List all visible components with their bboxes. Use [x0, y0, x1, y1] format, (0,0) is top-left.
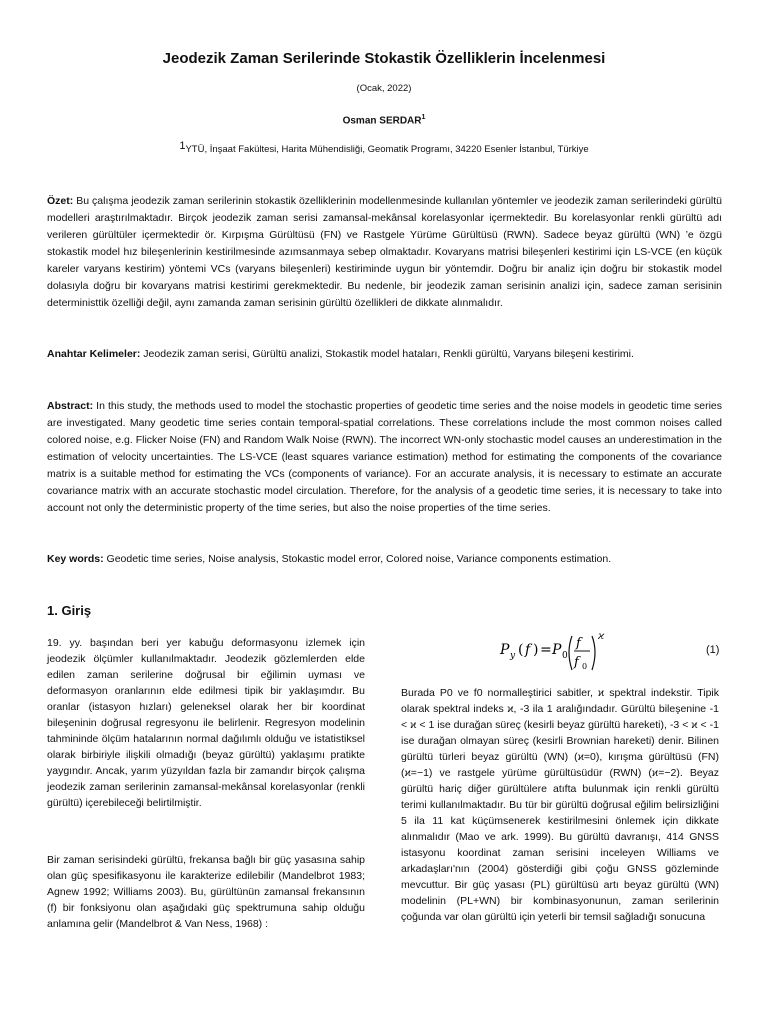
intro-paragraph-2: Bir zaman serisindeki gürültü, frekansa bağlı bir güç yasasına sahip olan güç spesifikasyonu ile karakterize edilebilir (Mandelbrot 1983; Agnew 1992; Williams 2003). Bu, gürültünün zamansal frekansının (f) bir fonksiyonu olan aşağıdaki güç spektrumuna sahip olduğu anlamına gelir (Mandelbrot & Van Ness, 1968) : [47, 854, 365, 930]
affiliation [0, 140, 768, 155]
eq-equals: = [540, 642, 552, 658]
eq-exponent: ϰ [598, 631, 605, 642]
abstract-text: In this study, the methods used to model the stochastic properties of geodetic time series and the noise models in geodetic time series are investigated. Many geodetic time series contain temporal-spatial correlations. These correlations include the most common noises called colored noise, e.g. Flicker Noise (FN) and Random Walk Noise (RWN). The incorrect WN-only stochastic model causes an underestimation in the estimation of velocity uncertainties. The LS-VCE (least squares variance estimation) method for estimating the components of the covariance matrix is a suitable method for estimating the VCs (components of variance). For an accurate analysis, it is necessary to estimate an accurate covariance matrix with an accurate stochastic model circulation. Therefore, for the analysis of a geodetic time series, it is necessary to take into account not only the deterministic property of the time series, but also the noise properties of the time series. [47, 400, 723, 514]
author-superscript: 1 [421, 114, 426, 121]
anahtar-label: Anahtar Kelimeler: [47, 348, 141, 360]
eq-big-paren-left [569, 636, 572, 670]
affiliation-text: YTÜ, İnşaat Fakültesi, Harita Mühendisliği, Geomatik Programı, 34220 Esenler İstanbul, Türkiye [185, 144, 589, 155]
affiliation-superscript: 1 [179, 140, 186, 152]
section-heading: 1. Giriş [47, 603, 92, 618]
eq-den-sub: 0 [582, 662, 588, 671]
abstract-paragraph [47, 398, 722, 517]
eq-num: f [576, 636, 581, 651]
ozet-paragraph [47, 193, 722, 312]
eq-p: P [552, 642, 562, 658]
paper-title: Jeodezik Zaman Serilerinde Stokastik Özelliklerin İncelenmesi [162, 50, 606, 67]
equation-number: (1) [706, 644, 720, 656]
power-spectrum-equation [470, 630, 730, 675]
paper-date: (Ocak, 2022) [356, 83, 412, 94]
eq-lhs-sub: y [510, 651, 516, 661]
intro-paragraph-1: 19. yy. başından beri yer kabuğu deformasyonu izlemek için jeodezik ölçümler kullanılmaktadır. Jeodezik gözlemlerden elde edilen zaman serilerine doğrusal bir eğilimin uyması ve deformasyon oranlarının elde edilmesi tipik bir yaklaşımdır. Bu oranlar (istasyon hızları) geleneksel olarak her bir koordinat bileşeninin doğrusal regresyonu ile belirlenir. Regresyon modelinin tahmininde ölçüm hatalarının normal dağılımlı olduğu ve istatistiksel olarak birbiriyle ilişkili olmadığı (beyaz gürültü) yaklaşımı pratikte yaygındır. Ancak, yarım yüzyıldan fazla bir zamandır birçok çalışma jeodezik zaman serilerinin zamansal-mekânsal korelasyonlar (renkli gürültü) içerebileceği belirtilmiştir. [47, 637, 365, 809]
author-name [0, 114, 768, 126]
eq-paren-close: ) [533, 642, 539, 658]
anahtar-text: Jeodezik zaman serisi, Gürültü analizi, Stokastik model hataları, Renkli gürültü, Varyans bileşeni kestirimi. [143, 348, 634, 360]
anahtar-paragraph [47, 346, 722, 363]
author-name-text: Osman SERDAR [342, 115, 422, 127]
eq-p-sub: 0 [562, 651, 568, 661]
keywords-label: Key words: [47, 553, 104, 565]
abstract-label: Abstract: [47, 400, 94, 412]
ozet-label: Özet: [47, 195, 74, 207]
eq-big-paren-right [592, 636, 595, 670]
keywords-paragraph [47, 551, 722, 568]
keywords-text: Geodetic time series, Noise analysis, Stokastic model error, Colored noise, Variance components estimation. [106, 553, 612, 565]
eq-arg: f [525, 642, 531, 658]
eq-lhs: P [500, 642, 510, 658]
ozet-text: Bu çalışma jeodezik zaman serilerinin stokastik özelliklerinin modellenmesinde kullanılan yöntemler ve jeodezik zaman serilerindeki gürültü modelleri araştırılmaktadır. Birçok jeodezik zaman serisi zamansal-mekânsal korelasyonlar içermektedir. Bu korelasyonlar renkli gürültü adı verileren gürültüler içermektedir ör. Kırpışma Gürültüsü (FN) ve Rastgele Yürüme Gürültüsü (RWN). Sadece beyaz gürültü (WN) ’e özgü stokastik model hız bileşenlerinin kestirilmesinde azımsanmaya sebep olmaktadır. Kovaryans matrisi bileşenleri kestirimi için LS-VCE (en küçük kareler varyans kestirim) yöntemi VCs (varyans bileşenleri) kestiriminde uygun bir yöntemdir. Doğru bir analiz için doğru bir stokastik model dolasıyla doğru bir kovaryans matrisi kestirimi gerekmektedir. Bu nedenle, bir jeodezik zaman serisinin analizi için, sadece zaman serisinin deterministtik özelliği değil, aynı zamanda zaman serisinin gürültü özellikleri de dikkate alınmalıdır. [47, 195, 722, 309]
eq-paren-open: ( [518, 642, 524, 658]
eq-den: f [574, 655, 579, 670]
right-column-text: Burada P0 ve f0 normalleştirici sabitler, ϰ spektral indekstir. Tipik olarak spektral indeks ϰ, -3 ila 1 aralığındadır. Gürültü bileşenine -1 < ϰ < 1 ise durağan süreç (kesirli beyaz gürültü hareketi), -3 < ϰ < -1 ise durağan olmayan süreç (kesirli Brownian hareketi) denir. Bilinen gürültü türleri beyaz gürültü (WN) (ϰ=0), kırışma gürültüsü (FN) (ϰ=−1) ve rastgele yürüme gürültüsüdür (RWN) (ϰ=−2). Beyaz gürültü hariç diğer gürültülere atıfta bulunmak için renkli gürültü terimi kullanılmaktadır. Bu tür bir gürültü doğrusal eğilim belirsizliğini 5 ila 11 kat küçümsenerek kestirilmesini önlemek için dikkate alınmalıdır (Mao ve ark. 1999). Bu gürültü davranışı, 414 GNSS istasyonu koordinat zaman serisini inceleyen Williams ve arkadaşları'nın (2004) gösterdiği gibi çoğu GNSS gözleminde mevcuttur. Bir güç yasası (PL) gürültüsü artı beyaz gürültü (WN) modelinin (PL+WN) bir kombinasyonunun, zaman serilerinin çoğunda var olan gürültü için yeterli bir temsil sağladığı sonucuna [401, 687, 719, 923]
